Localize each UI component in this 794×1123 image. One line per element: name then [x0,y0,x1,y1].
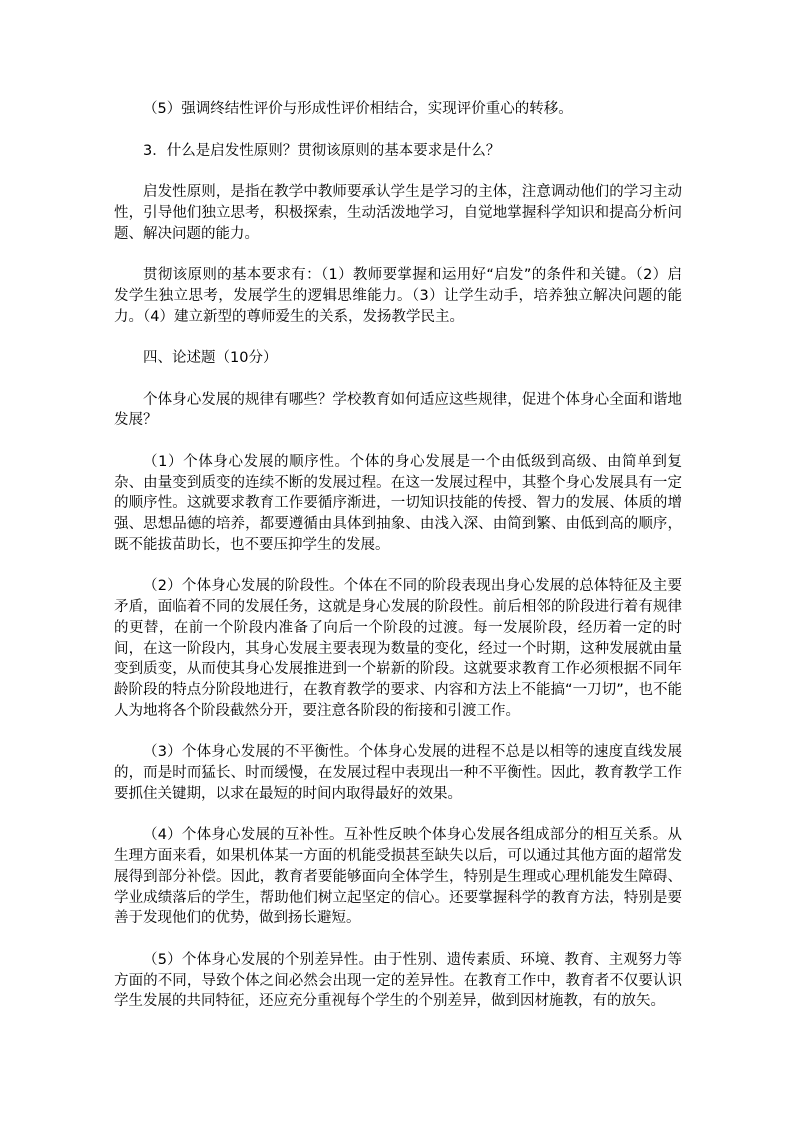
paragraph-heuristic-principle-requirements: 贯彻该原则的基本要求有：（1）教师要掌握和运用好“启发”的条件和关键。（2）启发学生独立思考，发展学生的逻辑思维能力。（3）让学生动手，培养独立解决问题的能力。（4）建立新型的尊师爱生的关系，发扬教学民主。 [114,267,682,325]
section-4-essay-heading: 四、论述题（10分） [143,350,278,366]
paragraph-law-4-complementarity: （4）个体身心发展的互补性。互补性反映个体身心发展各组成部分的相互关系。从生理方面来看，如果机体某一方面的机能受损甚至缺失以后，可以通过其他方面的超常发展得到部分补偿。因此，教育者要能够面向全体学生，特别是生理或心理机能发生障碍、学业成绩落后的学生，帮助他们树立起坚定的信心。还要掌握科学的教育方法，特别是要善于发现他们的优势，做到扬长避短。 [114,827,682,927]
paragraph-law-2-stages: （2）个体身心发展的阶段性。个体在不同的阶段表现出身心发展的总体特征及主要矛盾，面临着不同的发展任务，这就是身心发展的阶段性。前后相邻的阶段进行着有规律的更替，在前一个阶段内准备了向后一个阶段的过渡。每一发展阶段，经历着一定的时间，在这一阶段内，其身心发展主要表现为数量的变化，经过一个时期，这种发展就由量变到质变，从而使其身心发展推进到一个崭新的阶段。这就要求教育工作必须根据不同年龄阶段的特点分阶段地进行，在教育教学的要求、内容和方法上不能搞“一刀切”，也不能人为地将各个阶段截然分开，要注意各阶段的衔接和引渡工作。 [114,578,682,719]
paragraph-heuristic-principle-definition: 启发性原则，是指在教学中教师要承认学生是学习的主体，注意调动他们的学习主动性，引导他们独立思考，积极探索，生动活泼地学习，自觉地掌握科学知识和提高分析问题、解决问题的能力。 [114,184,682,242]
essay-question: 个体身心发展的规律有哪些？学校教育如何适应这些规律，促进个体身心全面和谐地发展？ [114,391,682,429]
paragraph-law-5-individual-differences: （5）个体身心发展的个别差异性。由于性别、遗传素质、环境、教育、主观努力等方面的不同，导致个体之间必然会出现一定的差异性。在教育工作中，教育者不仅要认识学生发展的共同特征，还应充分重视每个学生的个别差异，做到因材施教，有的放矢。 [114,951,682,1010]
paragraph-law-1-sequence: （1）个体身心发展的顺序性。个体的身心发展是一个由低级到高级、由简单到复杂、由量变到质变的连续不断的发展过程。在这一发展过程中，其整个身心发展具有一定的顺序性。这就要求教育工作要循序渐进，一切知识技能的传授、智力的发展、体质的增强、思想品德的培养，都要遵循由具体到抽象、由浅入深、由简到繁、由低到高的顺序，既不能拔苗助长，也不要压抑学生的发展。 [114,453,682,553]
paragraph-law-3-imbalance: （3）个体身心发展的不平衡性。个体身心发展的进程不总是以相等的速度直线发展的，而是时而猛长、时而缓慢，在发展过程中表现出一种不平衡性。因此，教育教学工作要抓住关键期，以求在最短的时间内取得最好的效果。 [114,744,682,802]
paragraph-eval-point-5: （5）强调终结性评价与形成性评价相结合，实现评价重心的转移。 [143,101,573,117]
question-3-heading: 3．什么是启发性原则？贯彻该原则的基本要求是什么？ [143,142,501,159]
